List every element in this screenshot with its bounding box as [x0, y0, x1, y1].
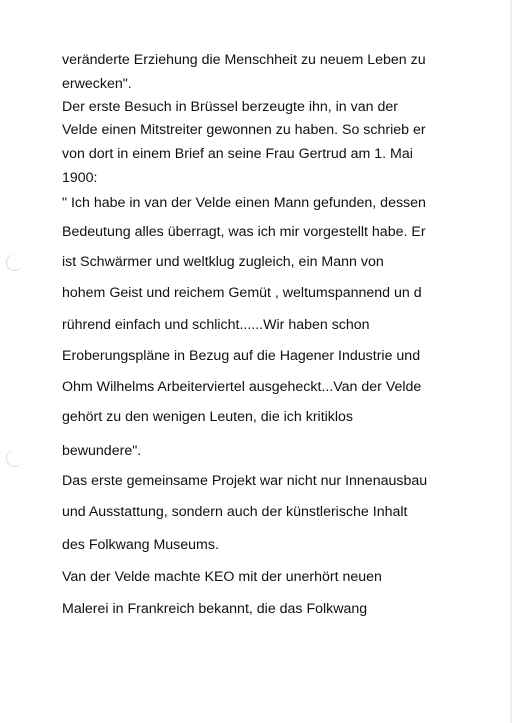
text-line: rührend einfach und schlicht......Wir haben schon — [62, 317, 370, 333]
text-line: 1900: — [62, 170, 98, 186]
text-line: und Ausstattung, sondern auch der künstlerische Inhalt — [62, 504, 408, 520]
text-line: gehört zu den wenigen Leuten, die ich kritiklos — [62, 409, 354, 425]
text-line: ist Schwärmer und weltklug zugleich, ein Mann von — [62, 254, 384, 270]
text-line: " Ich habe in van der Velde einen Mann gefunden, dessen — [62, 195, 426, 211]
text-line: Velde einen Mitstreiter gewonnen zu haben. So schrieb er — [62, 122, 426, 138]
text-line: Malerei in Frankreich bekannt, die das Folkwang — [62, 601, 368, 617]
punch-hole-mark — [5, 253, 25, 273]
text-line: Ohm Wilhelms Arbeiterviertel ausgeheckt...Van der Velde — [62, 379, 422, 395]
text-line: bewundere". — [62, 443, 142, 459]
text-line: veränderte Erziehung die Menschheit zu neuem Leben zu — [62, 52, 426, 68]
text-line: von dort in einem Brief an seine Frau Gertrud am 1. Mai — [62, 146, 413, 162]
text-line: Van der Velde machte KEO mit der unerhört neuen — [62, 569, 382, 585]
text-line: erwecken". — [62, 76, 132, 92]
text-line: Eroberungspläne in Bezug auf die Hagener Industrie und — [62, 348, 421, 364]
text-line: Das erste gemeinsame Projekt war nicht nur Innenausbau — [62, 473, 428, 489]
text-line: Bedeutung alles überragt, was ich mir vorgestellt habe. Er — [62, 224, 426, 240]
text-line: Der erste Besuch in Brüssel berzeugte ihn, in van der — [62, 99, 398, 115]
text-line: hohem Geist und reichem Gemüt , weltumspannend un d — [62, 285, 422, 301]
punch-hole-mark — [5, 449, 25, 469]
text-line: des Folkwang Museums. — [62, 537, 219, 553]
